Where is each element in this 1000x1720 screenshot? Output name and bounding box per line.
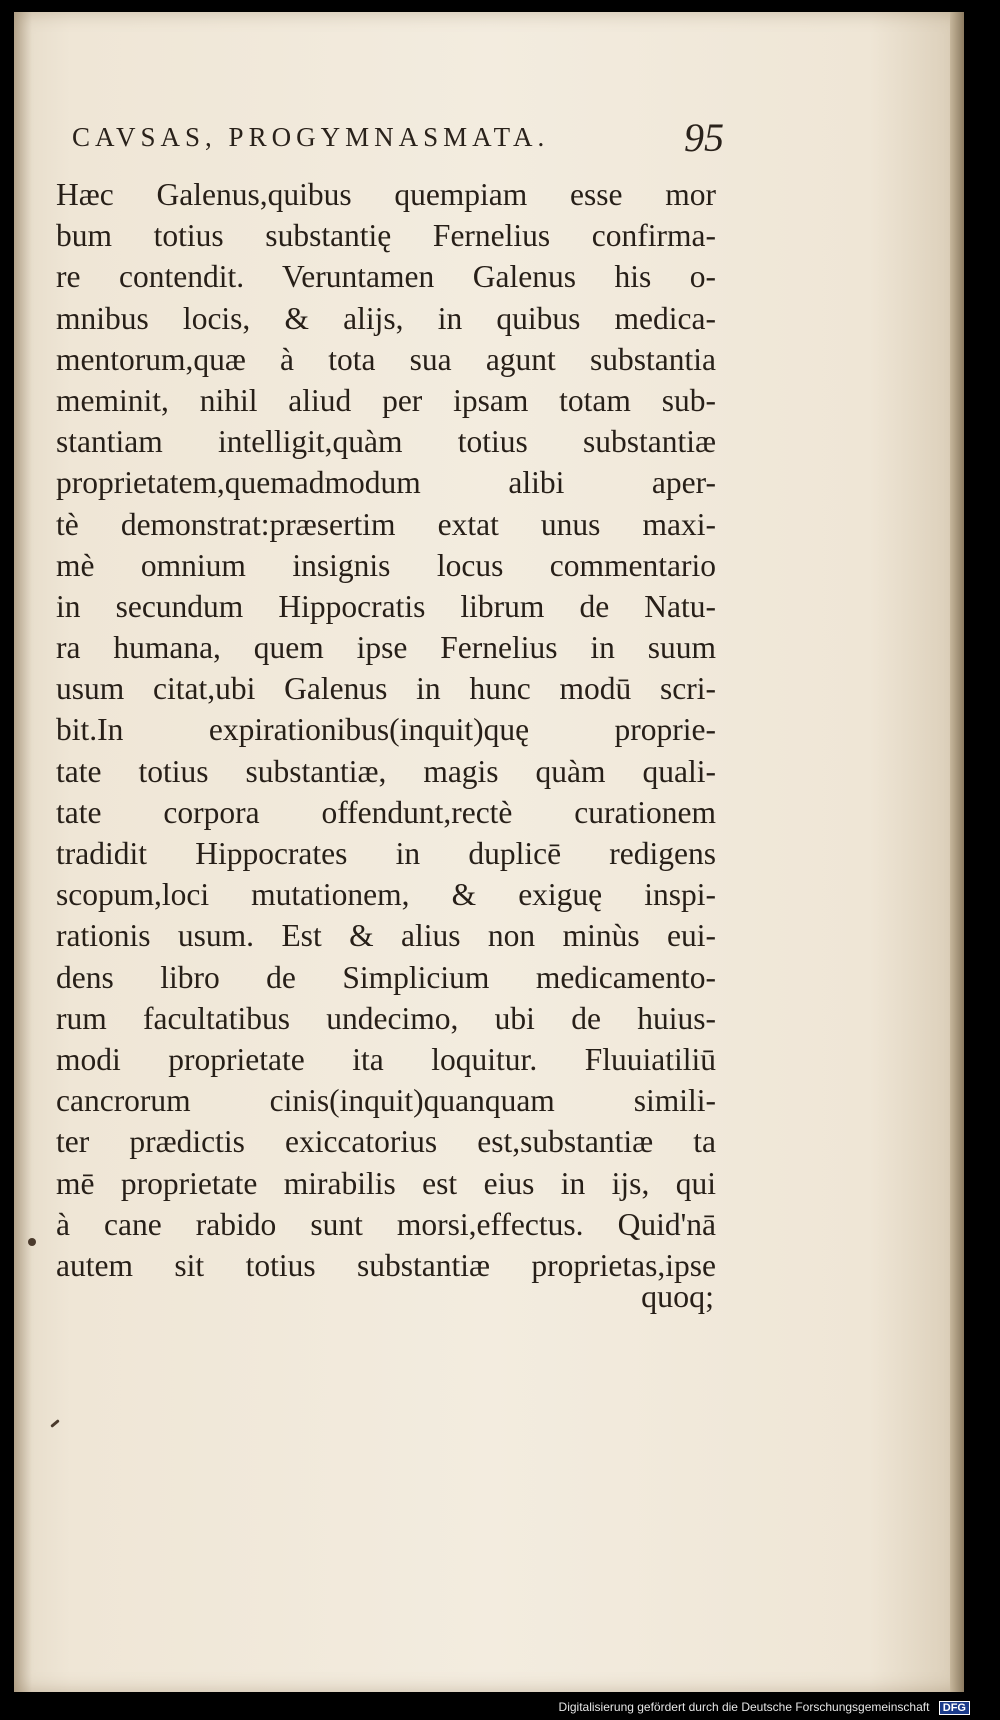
text-line: proprietatem,quemadmodum alibi aper- [56,465,716,501]
text-line: cancrorum cinis(inquit)quanquam simili- [56,1083,716,1119]
text-line: mè omnium insignis locus commentario [56,547,716,583]
text-line: tè demonstrat:præsertim extat unus maxi- [56,506,716,542]
text-line: usum citat,ubi Galenus in hunc modū scri- [56,671,716,707]
page-number: 95 [684,115,724,160]
text-line: ra humana, quem ipse Fernelius in suum [56,630,716,666]
text-line: mē proprietate mirabilis est eius in ijs, qui [56,1165,716,1201]
digitization-credit [559,1700,970,1718]
dfg-logo: DFG [939,1701,970,1715]
margin-mark [50,1419,60,1428]
text-line: autem sit totius substantiæ proprietas,ipse [56,1247,716,1283]
text-line: Hæc Galenus,quibus quempiam esse mor [56,177,716,212]
credit-text: Digitalisierung gefördert durch die Deutsche Forschungsgemeinschaft [558,1700,930,1714]
page-edge [950,12,964,1692]
text-line: rationis usum. Est & alius non minùs eui- [56,918,716,954]
text-line: tate corpora offendunt,rectè curationem [56,794,716,830]
text-line: bum totius substantię Fernelius confirma- [56,218,716,254]
body-text [56,174,716,1304]
text-line: modi proprietate ita loquitur. Fluuiatiliū [56,1041,716,1077]
gutter-shadow [14,12,32,1692]
text-line: tradidit Hippocrates in duplicē redigens [56,836,716,871]
text-line: mnibus locis, & alijs, in quibus medica- [56,300,716,336]
text-line: ter prædictis exiccatorius est,substantiæ ta [56,1124,716,1160]
text-line: in secundum Hippocratis librum de Natu- [56,588,716,624]
catchword: quoq; [641,1278,714,1314]
text-line: tate totius substantiæ, magis quàm quali- [56,753,716,789]
text-line: dens libro de Simplicium medicamento- [56,959,716,995]
text-line: rum facultatibus undecimo, ubi de huius- [56,1000,716,1036]
margin-mark [28,1238,36,1246]
text-line: re contendit. Veruntamen Galenus his o- [56,259,716,295]
text-line: meminit, nihil aliud per ipsam totam sub- [56,382,716,418]
text-line: mentorum,quæ à tota sua agunt substantia [56,341,716,377]
text-line: stantiam intelligit,quàm totius substantiæ [56,424,716,460]
text-line: à cane rabido sunt morsi,effectus. Quid'nā [56,1206,716,1242]
text-line: scopum,loci mutationem, & exiguę inspi- [56,877,716,913]
running-head: CAVSAS, PROGYMNASMATA. [72,122,550,152]
book-page [14,12,964,1692]
text-line: bit.In expirationibus(inquit)quę proprie- [56,712,716,748]
